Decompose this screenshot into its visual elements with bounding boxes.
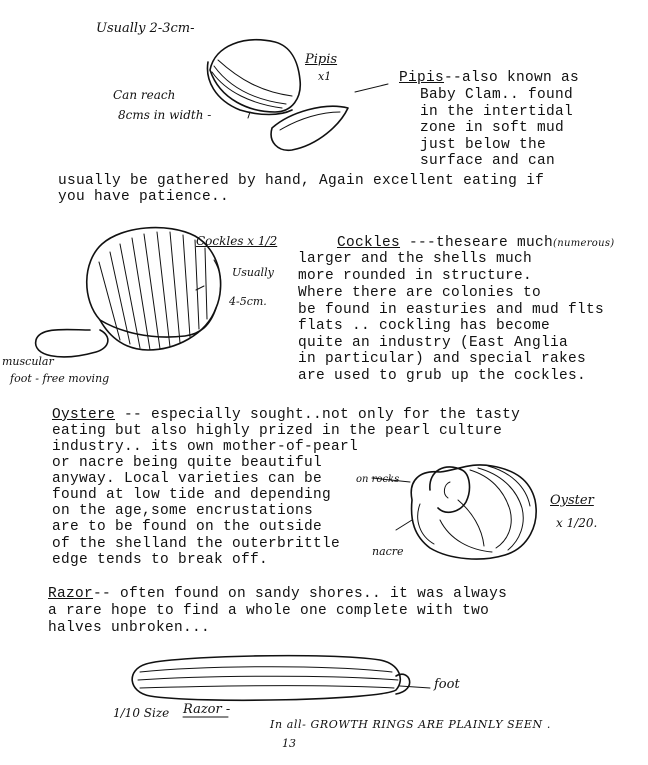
oysters-line-0: -- especially sought..not only for the tasty xyxy=(115,407,521,423)
razor-title: Razor xyxy=(48,586,94,602)
pipis-line-4: just below the xyxy=(420,137,547,153)
cockles-drawing-label: Cockles x 1/2 xyxy=(196,234,278,248)
pipis-line-0: --also known as xyxy=(444,70,580,86)
pipis-line-full: usually be gathered by hand, Again excellent eating if xyxy=(58,173,545,189)
pipis-size-note: Usually 2-3cm- xyxy=(96,21,195,36)
page-number: 13 xyxy=(282,737,296,750)
pipis-title: Pipis xyxy=(399,70,445,86)
cockles-line-1: more rounded in structure. xyxy=(298,268,533,284)
cockles-size-note-2: 4-5cm. xyxy=(229,295,267,308)
pipis-line-5: surface and can xyxy=(420,153,556,169)
oyster-nacre-note: nacre xyxy=(372,545,404,558)
pipis-width-note-2: 8cms in width - xyxy=(118,108,212,122)
cockles-line-5: quite an industry (East Anglia xyxy=(298,335,569,351)
pipis-line-1: Baby Clam.. found xyxy=(420,87,574,103)
cockles-paragraph-first-line xyxy=(337,235,615,251)
oysters-line-8: of the shelland the outerbrittle xyxy=(52,536,341,552)
cockles-title: Cockles xyxy=(337,235,401,251)
cockles-line-7: are used to grub up the cockles. xyxy=(298,368,587,384)
cockles-aside-note: (numerous) xyxy=(553,238,615,249)
growth-rings-caption: In all- GROWTH RINGS ARE PLAINLY SEEN . xyxy=(270,718,551,731)
cockles-line-0: larger and the shells much xyxy=(298,251,533,267)
cockles-size-note-1: Usually xyxy=(232,266,274,279)
razor-paragraph-first-line xyxy=(48,586,507,602)
oysters-line-1: eating but also highly prized in the pearl culture xyxy=(52,423,503,439)
razor-line-1: a rare hope to find a whole one complete with two xyxy=(48,603,490,619)
pipis-shell-upper-drawing xyxy=(207,40,300,115)
cockles-foot-note-2: foot - free moving xyxy=(10,372,110,385)
cockles-line-6: in particular) and special rakes xyxy=(298,351,587,367)
pipis-paragraph-first-line xyxy=(399,70,579,86)
razor-line-2: halves unbroken... xyxy=(48,620,211,636)
oysters-line-3: or nacre being quite beautiful xyxy=(52,455,323,471)
cockles-line-4: flats .. cockling has become xyxy=(298,318,551,334)
oyster-scale-label: x 1/20. xyxy=(556,516,598,530)
pipis-line-2: in the intertidal xyxy=(420,104,574,120)
cockles-foot-note-1: muscular xyxy=(2,355,54,368)
cockles-line-3: be found in easturies and mud flts xyxy=(298,302,605,318)
oyster-drawing-label: Oyster xyxy=(550,493,594,508)
oysters-line-9: edge tends to break off. xyxy=(52,552,269,568)
oyster-shell-drawing xyxy=(411,465,536,559)
razor-drawing-label: Razor - xyxy=(183,702,231,717)
oysters-line-2: industry.. its own mother-of-pearl xyxy=(52,439,359,455)
pipis-line-3: zone in soft mud xyxy=(420,120,565,136)
pipis-line-end: you have patience.. xyxy=(58,189,230,205)
oyster-rocks-note: on rocks xyxy=(356,474,400,485)
oyster-nacre-pointer xyxy=(396,520,412,530)
pipis-scale-label: x1 xyxy=(318,70,332,83)
cockle-foot-drawing xyxy=(36,329,108,356)
oysters-paragraph-first-line xyxy=(52,407,520,423)
oysters-line-4: anyway. Local varieties can be xyxy=(52,471,323,487)
oysters-title: Oystere xyxy=(52,407,116,423)
razor-shell-drawing xyxy=(132,656,430,701)
razor-foot-label: foot xyxy=(434,677,460,692)
oysters-line-5: found at low tide and depending xyxy=(52,487,332,503)
razor-size-note: 1/10 Size xyxy=(113,706,170,720)
cockles-title-rest: ---theseare much xyxy=(400,235,554,251)
razor-line-0: -- often found on sandy shores.. it was always xyxy=(93,586,508,602)
oysters-line-6: on the age,some encrustations xyxy=(52,503,314,519)
pipis-drawing-label: Pipis xyxy=(305,52,338,67)
pipis-width-note-1: Can reach xyxy=(113,88,176,102)
cockles-line-2: Where there are colonies to xyxy=(298,285,542,301)
pipis-text-pointer xyxy=(355,84,388,92)
oysters-line-7: are to be found on the outside xyxy=(52,519,323,535)
